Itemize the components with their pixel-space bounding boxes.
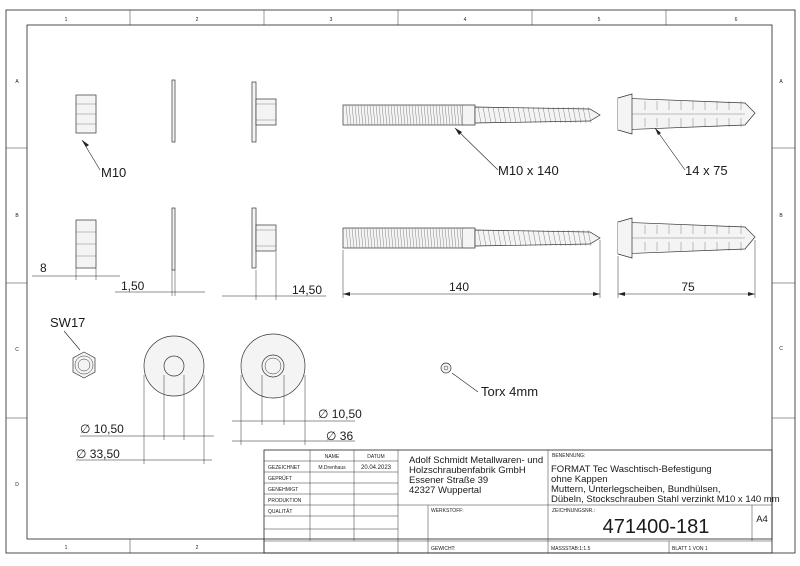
tb-scale: MASSSTAB:1:1.5 — [551, 546, 591, 552]
zone-row-b-right: B — [779, 213, 783, 219]
torx-bit-front-view — [441, 363, 478, 392]
zone-row-c-right: C — [779, 346, 783, 352]
dim-washer-outer-diameter: ∅ 33,50 — [76, 447, 120, 461]
tb-benennung-line-1: FORMAT Tec Waschtisch-Befestigung — [551, 464, 712, 475]
zone-row-c-left: C — [15, 347, 19, 353]
collar-sleeve-front-view — [241, 334, 305, 398]
zone-col-2-top: 2 — [195, 17, 199, 23]
zone-col-4-top: 4 — [463, 17, 467, 23]
collar-sleeve-side-view-top — [252, 82, 276, 142]
tb-row-label-approved: GENEHMIGT — [268, 487, 299, 493]
wall-plug-side-view-dimensioned — [618, 218, 755, 258]
tb-row-label-drawn: GEZEICHNET — [268, 465, 301, 471]
tb-gewicht-label: GEWICHT: — [431, 546, 456, 552]
zone-col-3-top: 3 — [329, 17, 333, 23]
dim-screw-length: 140 — [448, 280, 470, 294]
tb-drawn-date: 20.04.2023 — [360, 465, 392, 471]
tb-benennung-line-4: Dübeln, Stockschrauben Stahl verzinkt M10 x 140 mm — [551, 494, 780, 505]
hanger-bolt-side-view-dimensioned — [343, 228, 600, 248]
tb-drawing-number: 471400-181 — [602, 516, 710, 538]
dim-sleeve-inner-diameter: ∅ 10,50 — [318, 407, 362, 421]
tb-benennung-line-2: ohne Kappen — [551, 474, 608, 485]
dim-nut-height: 8 — [40, 261, 47, 275]
label-wall-plug: 14 x 75 — [685, 163, 728, 178]
hex-nut-side-view-top — [76, 95, 96, 133]
tb-company-line-2: Holzschraubenfabrik GmbH — [409, 465, 526, 476]
tb-werkstoff-label: WERKSTOFF: — [431, 508, 464, 514]
tb-company-line-3: Essener Straße 39 — [409, 475, 489, 486]
dim-dowel-length: 75 — [681, 280, 695, 294]
dim-sleeve-length: 14,50 — [292, 283, 323, 297]
hex-nut-side-view-dimensioned — [76, 220, 96, 268]
dim-washer-thickness: 1,50 — [121, 279, 145, 293]
collar-sleeve-side-view-dimensioned — [252, 208, 276, 268]
zone-row-b-left: B — [15, 213, 19, 219]
dim-washer-inner-diameter: ∅ 10,50 — [80, 422, 124, 436]
washer-side-view-dimensioned — [172, 208, 175, 270]
tb-company-line-4: 42327 Wuppertal — [409, 485, 482, 496]
tb-col-name: NAME — [324, 454, 340, 460]
tb-benennung-label: BENENNUNG: — [552, 453, 586, 459]
zone-col-2-bottom: 2 — [195, 545, 199, 551]
tb-zeichnungsnr-label: ZEICHNUNGSNR.: — [552, 508, 596, 514]
hanger-bolt-side-view-top — [343, 105, 600, 125]
zone-row-d-left: D — [15, 482, 19, 488]
zone-row-a-right: A — [779, 79, 783, 85]
tb-paper-format: A4 — [756, 514, 768, 525]
zone-col-6-top: 6 — [734, 17, 738, 23]
tb-benennung-line-3: Muttern, Unterlegscheiben, Bundhülsen, — [551, 484, 721, 495]
label-wrench-size: SW17 — [50, 315, 86, 330]
tb-row-label-checked: GEPRÜFT — [268, 476, 292, 482]
leader-sw17 — [64, 331, 80, 350]
tb-sheet-count: BLATT 1 VON 1 — [672, 546, 708, 552]
tb-col-date: DATUM — [367, 454, 385, 460]
zone-row-a-left: A — [15, 79, 19, 85]
tb-row-label-quality: QUALITÄT — [268, 509, 293, 515]
zone-col-1-bottom: 1 — [64, 545, 68, 551]
label-torx: Torx 4mm — [481, 384, 539, 399]
zone-col-1-top: 1 — [64, 17, 68, 23]
tb-drawn-name: M.Drenhaus — [318, 465, 346, 471]
washer-side-view-top — [172, 80, 175, 142]
washer-front-view — [144, 336, 204, 396]
label-nut-m10: M10 — [101, 165, 127, 180]
dim-sleeve-outer-diameter: ∅ 36 — [326, 429, 354, 443]
tb-company-line-1: Adolf Schmidt Metallwaren- und — [409, 455, 544, 466]
zone-col-5-top: 5 — [597, 17, 601, 23]
hex-nut-front-view — [73, 352, 95, 378]
tb-row-label-production: PRODUKTION — [268, 498, 302, 504]
label-hanger-bolt: M10 x 140 — [498, 163, 559, 178]
wall-plug-side-view-top — [618, 94, 755, 134]
